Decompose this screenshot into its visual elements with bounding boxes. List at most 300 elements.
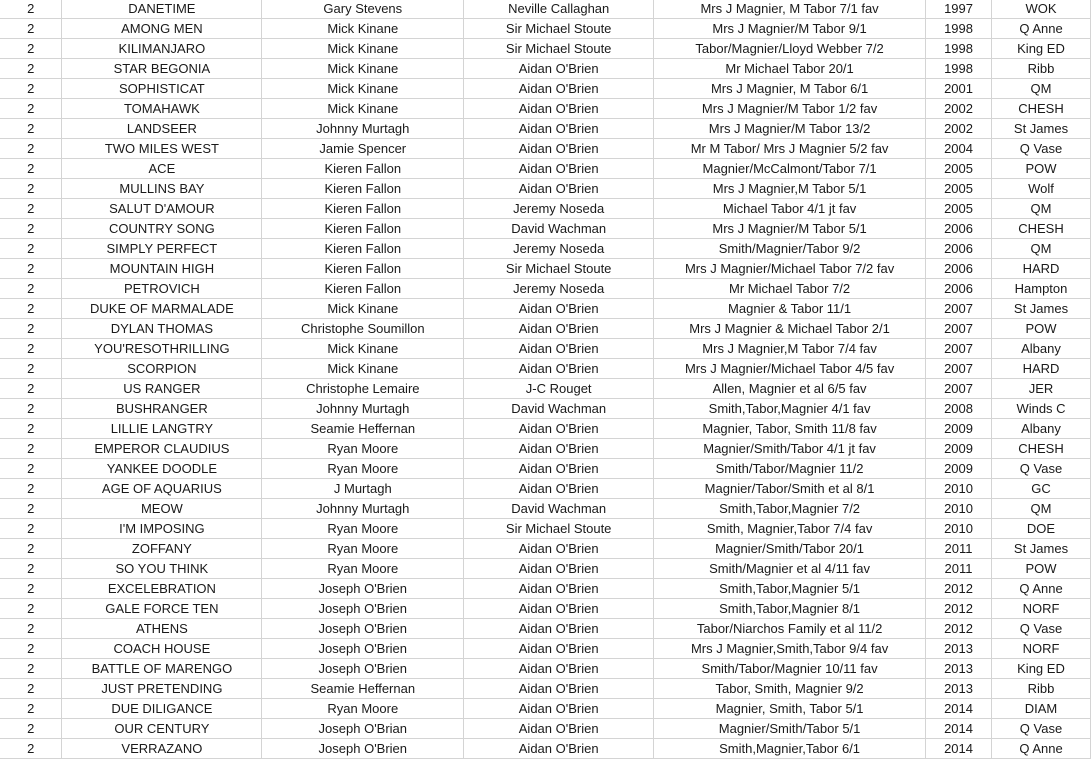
owner-odds-cell[interactable]: Mrs J Magnier & Michael Tabor 2/1: [654, 319, 926, 339]
owner-odds-cell[interactable]: Magnier, Smith, Tabor 5/1: [654, 699, 926, 719]
trainer-cell[interactable]: Jeremy Noseda: [464, 279, 654, 299]
year-cell[interactable]: 2013: [926, 659, 992, 679]
owner-odds-cell[interactable]: Mrs J Magnier, M Tabor 7/1 fav: [654, 0, 926, 19]
horse-cell[interactable]: SOPHISTICAT: [62, 79, 262, 99]
count-cell[interactable]: 2: [0, 439, 62, 459]
table-row: [0, 539, 1091, 559]
count-cell[interactable]: 2: [0, 719, 62, 739]
count-cell[interactable]: 2: [0, 579, 62, 599]
race-cell[interactable]: CHESH: [992, 99, 1091, 119]
owner-odds-cell[interactable]: Mr Michael Tabor 7/2: [654, 279, 926, 299]
count-cell[interactable]: 2: [0, 359, 62, 379]
jockey-cell[interactable]: Joseph O'Brien: [262, 659, 464, 679]
trainer-cell[interactable]: Jeremy Noseda: [464, 199, 654, 219]
year-cell[interactable]: 2007: [926, 339, 992, 359]
table-row: [0, 179, 1091, 199]
count-cell[interactable]: 2: [0, 59, 62, 79]
owner-odds-cell[interactable]: Allen, Magnier et al 6/5 fav: [654, 379, 926, 399]
race-cell[interactable]: POW: [992, 159, 1091, 179]
trainer-cell[interactable]: Sir Michael Stoute: [464, 519, 654, 539]
count-cell[interactable]: 2: [0, 399, 62, 419]
jockey-cell[interactable]: Kieren Fallon: [262, 219, 464, 239]
horse-cell[interactable]: PETROVICH: [62, 279, 262, 299]
count-cell[interactable]: 2: [0, 79, 62, 99]
trainer-cell[interactable]: Aidan O'Brien: [464, 139, 654, 159]
owner-odds-cell[interactable]: Mrs J Magnier/Michael Tabor 4/5 fav: [654, 359, 926, 379]
year-cell[interactable]: 2014: [926, 699, 992, 719]
table-row: [0, 739, 1091, 759]
trainer-cell[interactable]: Aidan O'Brien: [464, 119, 654, 139]
year-cell[interactable]: 2009: [926, 419, 992, 439]
count-cell[interactable]: 2: [0, 259, 62, 279]
owner-odds-cell[interactable]: Magnier/McCalmont/Tabor 7/1: [654, 159, 926, 179]
jockey-cell[interactable]: Johnny Murtagh: [262, 499, 464, 519]
owner-odds-cell[interactable]: Mrs J Magnier/M Tabor 13/2: [654, 119, 926, 139]
horse-cell[interactable]: YOU'RESOTHRILLING: [62, 339, 262, 359]
year-cell[interactable]: 2004: [926, 139, 992, 159]
table-row: [0, 559, 1091, 579]
table-row: [0, 699, 1091, 719]
jockey-cell[interactable]: Ryan Moore: [262, 439, 464, 459]
table-row: [0, 19, 1091, 39]
owner-odds-cell[interactable]: Magnier/Smith/Tabor 20/1: [654, 539, 926, 559]
horse-cell[interactable]: SALUT D'AMOUR: [62, 199, 262, 219]
jockey-cell[interactable]: Mick Kinane: [262, 99, 464, 119]
owner-odds-cell[interactable]: Tabor/Magnier/Lloyd Webber 7/2: [654, 39, 926, 59]
year-cell[interactable]: 1998: [926, 59, 992, 79]
trainer-cell[interactable]: Aidan O'Brien: [464, 439, 654, 459]
horse-cell[interactable]: ATHENS: [62, 619, 262, 639]
trainer-cell[interactable]: Aidan O'Brien: [464, 599, 654, 619]
count-cell[interactable]: 2: [0, 0, 62, 19]
owner-odds-cell[interactable]: Smith,Tabor,Magnier 4/1 fav: [654, 399, 926, 419]
count-cell[interactable]: 2: [0, 559, 62, 579]
horse-cell[interactable]: DUE DILIGANCE: [62, 699, 262, 719]
year-cell[interactable]: 1998: [926, 39, 992, 59]
horse-cell[interactable]: COACH HOUSE: [62, 639, 262, 659]
owner-odds-cell[interactable]: Mrs J Magnier,M Tabor 5/1: [654, 179, 926, 199]
race-cell[interactable]: QM: [992, 79, 1091, 99]
table-row: [0, 259, 1091, 279]
jockey-cell[interactable]: Mick Kinane: [262, 59, 464, 79]
jockey-cell[interactable]: Joseph O'Brien: [262, 739, 464, 759]
horse-cell[interactable]: DYLAN THOMAS: [62, 319, 262, 339]
year-cell[interactable]: 2007: [926, 299, 992, 319]
trainer-cell[interactable]: Aidan O'Brien: [464, 699, 654, 719]
owner-odds-cell[interactable]: Mr M Tabor/ Mrs J Magnier 5/2 fav: [654, 139, 926, 159]
year-cell[interactable]: 2006: [926, 279, 992, 299]
table-row: [0, 359, 1091, 379]
owner-odds-cell[interactable]: Mr Michael Tabor 20/1: [654, 59, 926, 79]
trainer-cell[interactable]: Aidan O'Brien: [464, 319, 654, 339]
race-cell[interactable]: Q Anne: [992, 739, 1091, 759]
horse-cell[interactable]: EMPEROR CLAUDIUS: [62, 439, 262, 459]
jockey-cell[interactable]: Kieren Fallon: [262, 179, 464, 199]
table-row: [0, 279, 1091, 299]
horse-cell[interactable]: ACE: [62, 159, 262, 179]
owner-odds-cell[interactable]: Magnier/Tabor/Smith et al 8/1: [654, 479, 926, 499]
race-cell[interactable]: Albany: [992, 339, 1091, 359]
horse-cell[interactable]: AGE OF AQUARIUS: [62, 479, 262, 499]
owner-odds-cell[interactable]: Magnier/Smith/Tabor 4/1 jt fav: [654, 439, 926, 459]
year-cell[interactable]: 2002: [926, 99, 992, 119]
count-cell[interactable]: 2: [0, 119, 62, 139]
owner-odds-cell[interactable]: Smith,Tabor,Magnier 5/1: [654, 579, 926, 599]
count-cell[interactable]: 2: [0, 299, 62, 319]
race-cell[interactable]: CHESH: [992, 439, 1091, 459]
table-row: [0, 299, 1091, 319]
jockey-cell[interactable]: Ryan Moore: [262, 459, 464, 479]
trainer-cell[interactable]: Aidan O'Brien: [464, 419, 654, 439]
race-cell[interactable]: Ribb: [992, 679, 1091, 699]
horse-cell[interactable]: DUKE OF MARMALADE: [62, 299, 262, 319]
trainer-cell[interactable]: Sir Michael Stoute: [464, 259, 654, 279]
race-cell[interactable]: King ED: [992, 659, 1091, 679]
race-cell[interactable]: Albany: [992, 419, 1091, 439]
table-row: [0, 499, 1091, 519]
count-cell[interactable]: 2: [0, 159, 62, 179]
jockey-cell[interactable]: Gary Stevens: [262, 0, 464, 19]
horse-cell[interactable]: I'M IMPOSING: [62, 519, 262, 539]
count-cell[interactable]: 2: [0, 99, 62, 119]
year-cell[interactable]: 2006: [926, 259, 992, 279]
owner-odds-cell[interactable]: Magnier/Smith/Tabor 5/1: [654, 719, 926, 739]
jockey-cell[interactable]: Ryan Moore: [262, 539, 464, 559]
table-row: [0, 119, 1091, 139]
trainer-cell[interactable]: J-C Rouget: [464, 379, 654, 399]
owner-odds-cell[interactable]: Mrs J Magnier/M Tabor 1/2 fav: [654, 99, 926, 119]
trainer-cell[interactable]: Aidan O'Brien: [464, 79, 654, 99]
year-cell[interactable]: 2008: [926, 399, 992, 419]
year-cell[interactable]: 2011: [926, 559, 992, 579]
table-row: [0, 379, 1091, 399]
jockey-cell[interactable]: Joseph O'Brien: [262, 639, 464, 659]
owner-odds-cell[interactable]: Smith,Magnier,Tabor 6/1: [654, 739, 926, 759]
trainer-cell[interactable]: Sir Michael Stoute: [464, 19, 654, 39]
year-cell[interactable]: 2006: [926, 239, 992, 259]
owner-odds-cell[interactable]: Smith, Magnier,Tabor 7/4 fav: [654, 519, 926, 539]
year-cell[interactable]: 2007: [926, 379, 992, 399]
trainer-cell[interactable]: Aidan O'Brien: [464, 579, 654, 599]
jockey-cell[interactable]: Seamie Heffernan: [262, 419, 464, 439]
owner-odds-cell[interactable]: Smith/Tabor/Magnier 11/2: [654, 459, 926, 479]
jockey-cell[interactable]: Ryan Moore: [262, 699, 464, 719]
jockey-cell[interactable]: Joseph O'Brien: [262, 599, 464, 619]
owner-odds-cell[interactable]: Smith,Tabor,Magnier 7/2: [654, 499, 926, 519]
table-row: [0, 319, 1091, 339]
race-cell[interactable]: WOK: [992, 0, 1091, 19]
year-cell[interactable]: 2005: [926, 159, 992, 179]
race-cell[interactable]: HARD: [992, 259, 1091, 279]
race-cell[interactable]: Q Vase: [992, 139, 1091, 159]
horse-cell[interactable]: MOUNTAIN HIGH: [62, 259, 262, 279]
race-cell[interactable]: POW: [992, 319, 1091, 339]
owner-odds-cell[interactable]: Michael Tabor 4/1 jt fav: [654, 199, 926, 219]
horse-cell[interactable]: US RANGER: [62, 379, 262, 399]
jockey-cell[interactable]: Kieren Fallon: [262, 199, 464, 219]
table-row: [0, 679, 1091, 699]
race-cell[interactable]: Ribb: [992, 59, 1091, 79]
horse-cell[interactable]: LANDSEER: [62, 119, 262, 139]
horse-cell[interactable]: VERRAZANO: [62, 739, 262, 759]
trainer-cell[interactable]: Aidan O'Brien: [464, 539, 654, 559]
owner-odds-cell[interactable]: Magnier & Tabor 11/1: [654, 299, 926, 319]
table-row: [0, 239, 1091, 259]
race-cell[interactable]: QM: [992, 239, 1091, 259]
count-cell[interactable]: 2: [0, 279, 62, 299]
race-cell[interactable]: Winds C: [992, 399, 1091, 419]
jockey-cell[interactable]: Mick Kinane: [262, 19, 464, 39]
horse-cell[interactable]: TWO MILES WEST: [62, 139, 262, 159]
table-row: [0, 619, 1091, 639]
trainer-cell[interactable]: Neville Callaghan: [464, 0, 654, 19]
trainer-cell[interactable]: Aidan O'Brien: [464, 679, 654, 699]
owner-odds-cell[interactable]: Tabor/Niarchos Family et al 11/2: [654, 619, 926, 639]
race-cell[interactable]: Q Anne: [992, 579, 1091, 599]
jockey-cell[interactable]: Joseph O'Brian: [262, 719, 464, 739]
count-cell[interactable]: 2: [0, 179, 62, 199]
jockey-cell[interactable]: Ryan Moore: [262, 519, 464, 539]
year-cell[interactable]: 2005: [926, 199, 992, 219]
count-cell[interactable]: 2: [0, 519, 62, 539]
table-row: [0, 139, 1091, 159]
jockey-cell[interactable]: Johnny Murtagh: [262, 119, 464, 139]
owner-odds-cell[interactable]: Smith,Tabor,Magnier 8/1: [654, 599, 926, 619]
horse-cell[interactable]: GALE FORCE TEN: [62, 599, 262, 619]
jockey-cell[interactable]: Christophe Lemaire: [262, 379, 464, 399]
race-cell[interactable]: DOE: [992, 519, 1091, 539]
trainer-cell[interactable]: David Wachman: [464, 219, 654, 239]
table-row: [0, 59, 1091, 79]
race-cell[interactable]: Q Vase: [992, 459, 1091, 479]
year-cell[interactable]: 2010: [926, 519, 992, 539]
owner-odds-cell[interactable]: Smith/Tabor/Magnier 10/11 fav: [654, 659, 926, 679]
horse-cell[interactable]: EXCELEBRATION: [62, 579, 262, 599]
trainer-cell[interactable]: David Wachman: [464, 399, 654, 419]
race-cell[interactable]: St James: [992, 539, 1091, 559]
year-cell[interactable]: 2014: [926, 719, 992, 739]
race-cell[interactable]: CHESH: [992, 219, 1091, 239]
race-cell[interactable]: POW: [992, 559, 1091, 579]
year-cell[interactable]: 2001: [926, 79, 992, 99]
jockey-cell[interactable]: Mick Kinane: [262, 339, 464, 359]
table-row: [0, 199, 1091, 219]
jockey-cell[interactable]: Mick Kinane: [262, 299, 464, 319]
jockey-cell[interactable]: Christophe Soumillon: [262, 319, 464, 339]
count-cell[interactable]: 2: [0, 139, 62, 159]
jockey-cell[interactable]: Joseph O'Brien: [262, 579, 464, 599]
race-cell[interactable]: Q Vase: [992, 719, 1091, 739]
count-cell[interactable]: 2: [0, 599, 62, 619]
horse-cell[interactable]: COUNTRY SONG: [62, 219, 262, 239]
jockey-cell[interactable]: Joseph O'Brien: [262, 619, 464, 639]
year-cell[interactable]: 1998: [926, 19, 992, 39]
horse-cell[interactable]: BUSHRANGER: [62, 399, 262, 419]
jockey-cell[interactable]: Kieren Fallon: [262, 159, 464, 179]
race-cell[interactable]: NORF: [992, 599, 1091, 619]
trainer-cell[interactable]: Aidan O'Brien: [464, 359, 654, 379]
horse-cell[interactable]: SCORPION: [62, 359, 262, 379]
jockey-cell[interactable]: Johnny Murtagh: [262, 399, 464, 419]
year-cell[interactable]: 2013: [926, 679, 992, 699]
year-cell[interactable]: 2011: [926, 539, 992, 559]
owner-odds-cell[interactable]: Smith/Magnier/Tabor 9/2: [654, 239, 926, 259]
race-cell[interactable]: Q Anne: [992, 19, 1091, 39]
year-cell[interactable]: 2007: [926, 359, 992, 379]
race-cell[interactable]: HARD: [992, 359, 1091, 379]
trainer-cell[interactable]: David Wachman: [464, 499, 654, 519]
horse-cell[interactable]: DANETIME: [62, 0, 262, 19]
horse-cell[interactable]: YANKEE DOODLE: [62, 459, 262, 479]
count-cell[interactable]: 2: [0, 199, 62, 219]
trainer-cell[interactable]: Aidan O'Brien: [464, 179, 654, 199]
year-cell[interactable]: 2012: [926, 619, 992, 639]
race-cell[interactable]: Wolf: [992, 179, 1091, 199]
horse-cell[interactable]: JUST PRETENDING: [62, 679, 262, 699]
trainer-cell[interactable]: Aidan O'Brien: [464, 479, 654, 499]
race-cell[interactable]: St James: [992, 299, 1091, 319]
horse-cell[interactable]: ZOFFANY: [62, 539, 262, 559]
horse-cell[interactable]: MULLINS BAY: [62, 179, 262, 199]
trainer-cell[interactable]: Aidan O'Brien: [464, 159, 654, 179]
race-cell[interactable]: DIAM: [992, 699, 1091, 719]
owner-odds-cell[interactable]: Smith/Magnier et al 4/11 fav: [654, 559, 926, 579]
table-row: [0, 79, 1091, 99]
owner-odds-cell[interactable]: Tabor, Smith, Magnier 9/2: [654, 679, 926, 699]
year-cell[interactable]: 2002: [926, 119, 992, 139]
horse-cell[interactable]: SO YOU THINK: [62, 559, 262, 579]
trainer-cell[interactable]: Aidan O'Brien: [464, 719, 654, 739]
count-cell[interactable]: 2: [0, 419, 62, 439]
table-row: [0, 719, 1091, 739]
jockey-cell[interactable]: J Murtagh: [262, 479, 464, 499]
count-cell[interactable]: 2: [0, 539, 62, 559]
count-cell[interactable]: 2: [0, 639, 62, 659]
trainer-cell[interactable]: Aidan O'Brien: [464, 459, 654, 479]
year-cell[interactable]: 2007: [926, 319, 992, 339]
race-cell[interactable]: QM: [992, 199, 1091, 219]
race-cell[interactable]: NORF: [992, 639, 1091, 659]
jockey-cell[interactable]: Mick Kinane: [262, 79, 464, 99]
jockey-cell[interactable]: Mick Kinane: [262, 39, 464, 59]
count-cell[interactable]: 2: [0, 739, 62, 759]
owner-odds-cell[interactable]: Mrs J Magnier,Smith,Tabor 9/4 fav: [654, 639, 926, 659]
table-row: [0, 399, 1091, 419]
table-row: [0, 0, 1091, 19]
race-cell[interactable]: St James: [992, 119, 1091, 139]
count-cell[interactable]: 2: [0, 239, 62, 259]
year-cell[interactable]: 2012: [926, 599, 992, 619]
jockey-cell[interactable]: Kieren Fallon: [262, 279, 464, 299]
count-cell[interactable]: 2: [0, 319, 62, 339]
count-cell[interactable]: 2: [0, 459, 62, 479]
jockey-cell[interactable]: Jamie Spencer: [262, 139, 464, 159]
horse-cell[interactable]: SIMPLY PERFECT: [62, 239, 262, 259]
trainer-cell[interactable]: Aidan O'Brien: [464, 739, 654, 759]
year-cell[interactable]: 2012: [926, 579, 992, 599]
count-cell[interactable]: 2: [0, 479, 62, 499]
race-cell[interactable]: King ED: [992, 39, 1091, 59]
race-cell[interactable]: GC: [992, 479, 1091, 499]
table-row: [0, 599, 1091, 619]
trainer-cell[interactable]: Aidan O'Brien: [464, 659, 654, 679]
year-cell[interactable]: 2010: [926, 499, 992, 519]
count-cell[interactable]: 2: [0, 679, 62, 699]
jockey-cell[interactable]: Seamie Heffernan: [262, 679, 464, 699]
horse-cell[interactable]: MEOW: [62, 499, 262, 519]
owner-odds-cell[interactable]: Mrs J Magnier/M Tabor 9/1: [654, 19, 926, 39]
year-cell[interactable]: 2010: [926, 479, 992, 499]
trainer-cell[interactable]: Aidan O'Brien: [464, 619, 654, 639]
count-cell[interactable]: 2: [0, 339, 62, 359]
table-row: [0, 99, 1091, 119]
trainer-cell[interactable]: Sir Michael Stoute: [464, 39, 654, 59]
jockey-cell[interactable]: Mick Kinane: [262, 359, 464, 379]
count-cell[interactable]: 2: [0, 19, 62, 39]
trainer-cell[interactable]: Aidan O'Brien: [464, 559, 654, 579]
jockey-cell[interactable]: Kieren Fallon: [262, 259, 464, 279]
race-cell[interactable]: Q Vase: [992, 619, 1091, 639]
horse-cell[interactable]: LILLIE LANGTRY: [62, 419, 262, 439]
table-row: [0, 219, 1091, 239]
jockey-cell[interactable]: Ryan Moore: [262, 559, 464, 579]
year-cell[interactable]: 2005: [926, 179, 992, 199]
year-cell[interactable]: 2009: [926, 459, 992, 479]
count-cell[interactable]: 2: [0, 699, 62, 719]
table-row: [0, 519, 1091, 539]
horse-cell[interactable]: OUR CENTURY: [62, 719, 262, 739]
year-cell[interactable]: 1997: [926, 0, 992, 19]
table-row: [0, 159, 1091, 179]
race-cell[interactable]: QM: [992, 499, 1091, 519]
owner-odds-cell[interactable]: Mrs J Magnier,M Tabor 7/4 fav: [654, 339, 926, 359]
jockey-cell[interactable]: Kieren Fallon: [262, 239, 464, 259]
horse-cell[interactable]: KILIMANJARO: [62, 39, 262, 59]
count-cell[interactable]: 2: [0, 499, 62, 519]
trainer-cell[interactable]: Aidan O'Brien: [464, 339, 654, 359]
count-cell[interactable]: 2: [0, 379, 62, 399]
horse-cell[interactable]: BATTLE OF MARENGO: [62, 659, 262, 679]
year-cell[interactable]: 2009: [926, 439, 992, 459]
count-cell[interactable]: 2: [0, 219, 62, 239]
trainer-cell[interactable]: Jeremy Noseda: [464, 239, 654, 259]
year-cell[interactable]: 2014: [926, 739, 992, 759]
horse-cell[interactable]: AMONG MEN: [62, 19, 262, 39]
trainer-cell[interactable]: Aidan O'Brien: [464, 99, 654, 119]
table-row: [0, 459, 1091, 479]
owner-odds-cell[interactable]: Mrs J Magnier/M Tabor 5/1: [654, 219, 926, 239]
table-row: [0, 419, 1091, 439]
horse-cell[interactable]: TOMAHAWK: [62, 99, 262, 119]
owner-odds-cell[interactable]: Magnier, Tabor, Smith 11/8 fav: [654, 419, 926, 439]
count-cell[interactable]: 2: [0, 659, 62, 679]
table-row: [0, 639, 1091, 659]
owner-odds-cell[interactable]: Mrs J Magnier/Michael Tabor 7/2 fav: [654, 259, 926, 279]
count-cell[interactable]: 2: [0, 619, 62, 639]
trainer-cell[interactable]: Aidan O'Brien: [464, 299, 654, 319]
table-row: [0, 39, 1091, 59]
horse-cell[interactable]: STAR BEGONIA: [62, 59, 262, 79]
count-cell[interactable]: 2: [0, 39, 62, 59]
year-cell[interactable]: 2006: [926, 219, 992, 239]
table-row: [0, 579, 1091, 599]
year-cell[interactable]: 2013: [926, 639, 992, 659]
trainer-cell[interactable]: Aidan O'Brien: [464, 59, 654, 79]
race-cell[interactable]: JER: [992, 379, 1091, 399]
race-cell[interactable]: Hampton: [992, 279, 1091, 299]
owner-odds-cell[interactable]: Mrs J Magnier, M Tabor 6/1: [654, 79, 926, 99]
trainer-cell[interactable]: Aidan O'Brien: [464, 639, 654, 659]
